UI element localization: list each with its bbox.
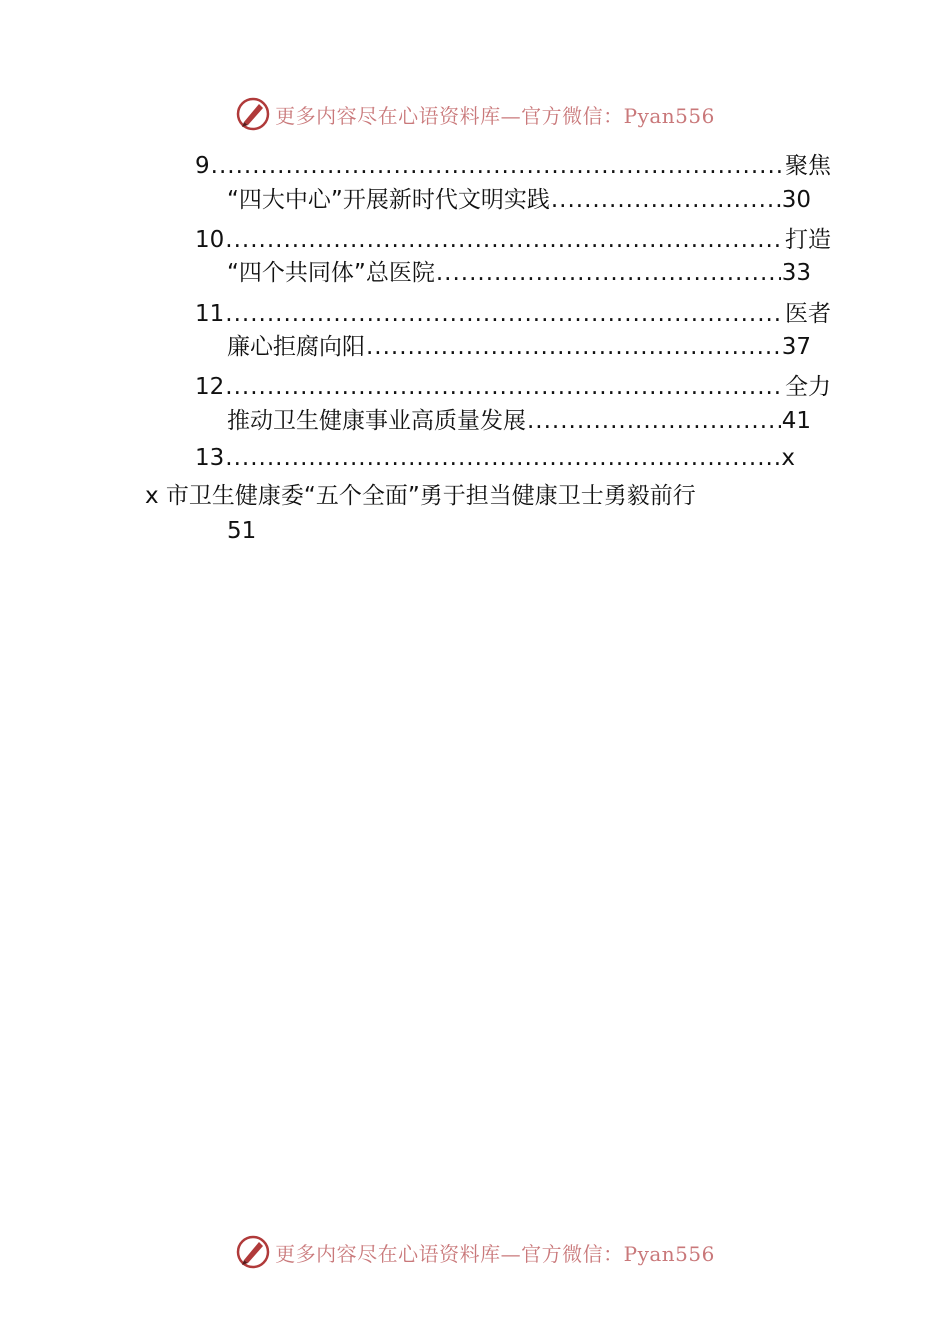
toc-entry-13-line1[interactable] xyxy=(195,443,795,473)
toc-entry-page: 51 xyxy=(227,518,257,544)
dot-leader xyxy=(225,225,784,255)
toc-entry-title-start: 医者 xyxy=(785,301,831,327)
footer-banner xyxy=(0,1232,950,1272)
toc-entry-title-start: x xyxy=(781,445,795,471)
dot-leader xyxy=(551,185,781,215)
toc-entry-number: 9 xyxy=(195,153,210,179)
toc-entry-title: x 市卫生健康委“五个全面”勇于担当健康卫士勇毅前行 xyxy=(145,483,696,509)
toc-entry-number: 10 xyxy=(195,227,225,253)
toc-entry-title: 推动卫生健康事业高质量发展 xyxy=(227,408,526,434)
toc-entry-number: 11 xyxy=(195,301,225,327)
toc-entry-12-line2[interactable] xyxy=(227,406,811,436)
toc-entry-11-line2[interactable] xyxy=(227,332,811,362)
dot-leader xyxy=(366,332,781,362)
dot-leader xyxy=(225,443,780,473)
toc-entry-11-line1[interactable] xyxy=(195,299,831,329)
toc-entry-page: 33 xyxy=(781,260,811,286)
footer-banner-text: 更多内容尽在心语资料库—官方微信：Pyan556 xyxy=(275,1241,715,1266)
toc-entry-12-line1[interactable] xyxy=(195,372,831,402)
toc-entry-9-line1[interactable] xyxy=(195,151,831,181)
dot-leader xyxy=(225,299,784,329)
dot-leader xyxy=(211,151,784,181)
toc-entry-title-start: 打造 xyxy=(785,227,831,253)
toc-entry-13-line2[interactable] xyxy=(145,481,825,511)
toc-entry-title: “四大中心”开展新时代文明实践 xyxy=(227,187,550,213)
toc-entry-title-start: 聚焦 xyxy=(785,153,831,179)
toc-entry-number: 13 xyxy=(195,445,225,471)
pen-logo-icon xyxy=(235,1234,271,1270)
toc-entry-10-line1[interactable] xyxy=(195,225,831,255)
toc-entry-title: “四个共同体”总医院 xyxy=(227,260,435,286)
dot-leader xyxy=(225,372,784,402)
toc-entry-page: 41 xyxy=(781,408,811,434)
toc-entry-page: 37 xyxy=(781,334,811,360)
toc-entry-9-line2[interactable] xyxy=(227,185,811,215)
toc-entry-number: 12 xyxy=(195,374,225,400)
toc-entry-10-line2[interactable] xyxy=(227,258,811,288)
dot-leader xyxy=(436,258,781,288)
toc-entry-title: 廉心拒腐向阳 xyxy=(227,334,365,360)
toc-entry-page: 30 xyxy=(781,187,811,213)
toc-entry-title-start: 全力 xyxy=(785,374,831,400)
header-banner-text: 更多内容尽在心语资料库—官方微信：Pyan556 xyxy=(275,103,715,128)
toc-entry-13-line3[interactable] xyxy=(227,516,307,546)
dot-leader xyxy=(527,406,781,436)
